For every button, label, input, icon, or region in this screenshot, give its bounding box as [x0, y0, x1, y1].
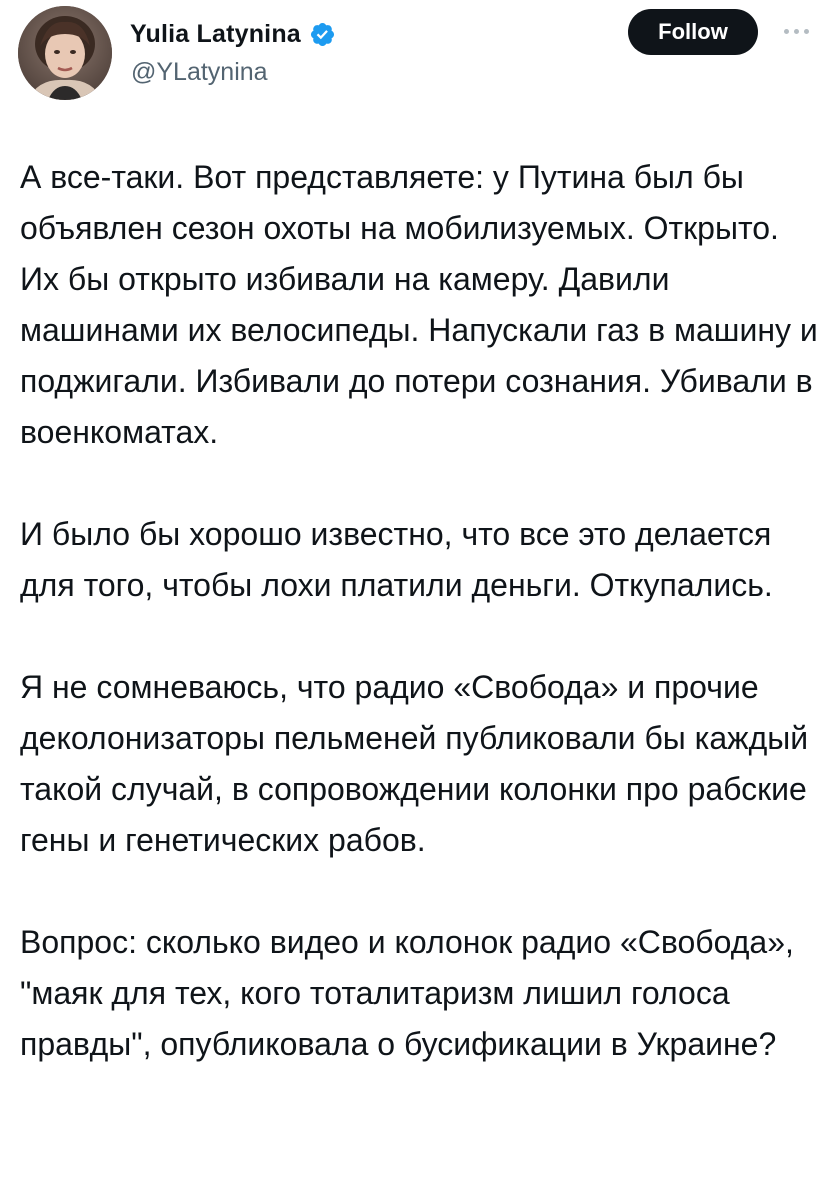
tweet-paragraph: А все-таки. Вот представляете: у Путина был бы объявлен сезон охоты на мобилизуемых. Открыто. Их бы открыто избивали на камеру. Давили машинами их велосипеды. Напускали газ в машину и поджигали. Избивали до потери сознания. Убивали в военкоматах. [20, 159, 818, 450]
follow-button[interactable]: Follow [628, 9, 758, 55]
author-avatar[interactable] [18, 6, 112, 100]
verified-badge-icon [309, 21, 336, 48]
more-dot [794, 29, 799, 34]
tweet-text [20, 152, 820, 1070]
tweet-paragraph: Я не сомневаюсь, что радио «Свобода» и прочие деколонизаторы пельменей публиковали бы каждый такой случай, в сопровождении колонки про рабские гены и генетических рабов. [20, 669, 809, 858]
more-dot [804, 29, 809, 34]
tweet-paragraph: Вопрос: сколько видео и колонок радио «Свобода», "маяк для тех, кого тоталитаризм лишил голоса правды", опубликовала о бусификации в Украине? [20, 924, 794, 1062]
author-display-name[interactable]: Yulia Latynina [130, 19, 301, 48]
avatar-photo-icon [18, 6, 112, 100]
author-handle[interactable]: @YLatynina [131, 58, 268, 86]
more-dot [784, 29, 789, 34]
author-name-row [130, 14, 336, 54]
tweet-paragraph: И было бы хорошо известно, что все это делается для того, чтобы лохи платили деньги. Откупались. [20, 516, 773, 603]
more-options-icon[interactable] [776, 18, 816, 44]
